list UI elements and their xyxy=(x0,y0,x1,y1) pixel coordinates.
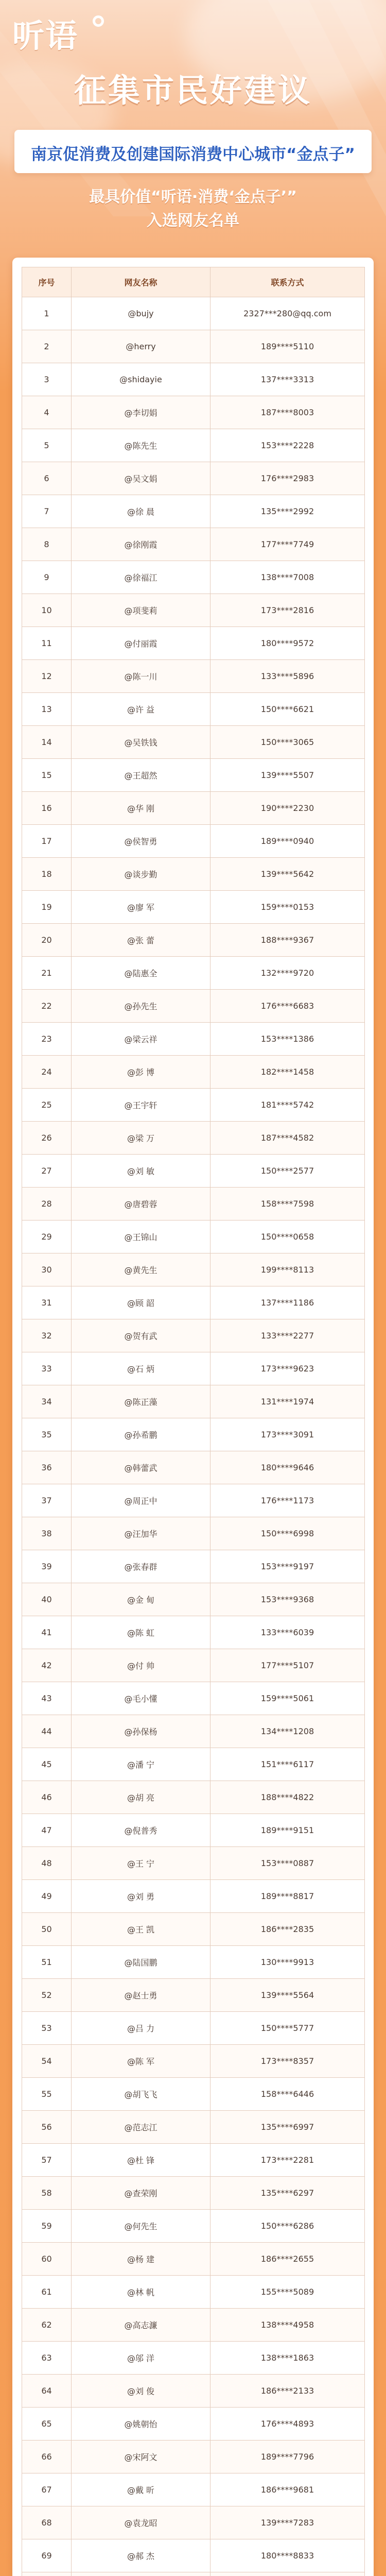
cell-name: @陈 军 xyxy=(72,2045,210,2078)
cell-contact: 139****5642 xyxy=(210,858,365,891)
cell-contact: 182****1458 xyxy=(210,1056,365,1089)
cell-contact: 186****9681 xyxy=(210,2473,365,2506)
cell-index: 42 xyxy=(22,1649,72,1682)
cell-name: @姚朝怡 xyxy=(72,2408,210,2441)
cell-index: 33 xyxy=(22,1352,72,1385)
table-row xyxy=(22,1319,365,1352)
cell-index: 14 xyxy=(22,726,72,759)
table-row xyxy=(22,1682,365,1715)
cell-index: 15 xyxy=(22,759,72,792)
cell-index: 24 xyxy=(22,1056,72,1089)
table-row xyxy=(22,462,365,495)
cell-contact: 180****9572 xyxy=(210,627,365,660)
cell-index: 40 xyxy=(22,1583,72,1616)
cell-index: 68 xyxy=(22,2506,72,2539)
cell-contact: 186****2133 xyxy=(210,2375,365,2408)
cell-index: 55 xyxy=(22,2078,72,2111)
cell-name: @胡 亮 xyxy=(72,1781,210,1814)
cell-contact: 131****1974 xyxy=(210,1385,365,1418)
cell-contact: 176****2983 xyxy=(210,462,365,495)
cell-name: @陈一川 xyxy=(72,660,210,693)
cell-contact: 180****8833 xyxy=(210,2539,365,2572)
table-row xyxy=(22,396,365,429)
cell-name: @倪普秀 xyxy=(72,1814,210,1847)
cell-contact: 188****9367 xyxy=(210,924,365,957)
list-title-line2: 入选网友名单 xyxy=(147,212,239,230)
cell-contact: 150****6286 xyxy=(210,2210,365,2243)
cell-contact: 150****6998 xyxy=(210,1517,365,1550)
cell-name: @付丽霞 xyxy=(72,627,210,660)
cell-name: @许 益 xyxy=(72,693,210,726)
cell-index: 59 xyxy=(22,2210,72,2243)
cell-name: @herry xyxy=(72,330,210,363)
cell-contact: 2327***280@qq.com xyxy=(210,297,365,330)
table-row xyxy=(22,1221,365,1253)
cell-index: 3 xyxy=(22,363,72,396)
table-row xyxy=(22,594,365,627)
cell-name: @陆国鹏 xyxy=(72,1946,210,1979)
cell-index: 9 xyxy=(22,561,72,594)
table-row xyxy=(22,1188,365,1221)
cell-contact: 188****4822 xyxy=(210,1781,365,1814)
cell-name: @陈先生 xyxy=(72,429,210,462)
cell-name: @谈步勤 xyxy=(72,858,210,891)
cell-contact: 189****8817 xyxy=(210,1880,365,1913)
cell-index: 12 xyxy=(22,660,72,693)
cell-index: 7 xyxy=(22,495,72,528)
table-row xyxy=(22,1155,365,1188)
cell-name: @赵士勇 xyxy=(72,1979,210,2012)
cell-name: @徐 晨 xyxy=(72,495,210,528)
table-header-row xyxy=(22,267,365,297)
table-row xyxy=(22,1649,365,1682)
cell-contact: 158****6446 xyxy=(210,2078,365,2111)
table-row xyxy=(22,2078,365,2111)
table-row xyxy=(22,2506,365,2539)
cell-name: @吕 力 xyxy=(72,2012,210,2045)
cell-index: 17 xyxy=(22,825,72,858)
cell-name: @廖 军 xyxy=(72,891,210,924)
cell-index: 64 xyxy=(22,2375,72,2408)
cell-index: 4 xyxy=(22,396,72,429)
cell-name: @付 帅 xyxy=(72,1649,210,1682)
cell-name: @杨 建 xyxy=(72,2243,210,2276)
cell-contact: 189****9151 xyxy=(210,1814,365,1847)
cell-contact: 189****0940 xyxy=(210,825,365,858)
cell-contact: 177****5107 xyxy=(210,1649,365,1682)
cell-contact: 176****4893 xyxy=(210,2408,365,2441)
cell-contact: 138****4958 xyxy=(210,2309,365,2342)
cell-index: 62 xyxy=(22,2309,72,2342)
cell-index: 32 xyxy=(22,1319,72,1352)
cell-index: 18 xyxy=(22,858,72,891)
cell-contact: 153****9197 xyxy=(210,1550,365,1583)
cell-name: @潘 宁 xyxy=(72,1748,210,1781)
cell-index: 69 xyxy=(22,2539,72,2572)
cell-name: @陈正藻 xyxy=(72,1385,210,1418)
list-title-line1: 最具价值“听语·消费‘金点子’” xyxy=(89,188,297,206)
table-row xyxy=(22,2243,365,2276)
table-row xyxy=(22,2342,365,2375)
cell-contact xyxy=(210,2572,365,2576)
cell-index: 65 xyxy=(22,2408,72,2441)
cell-contact: 138****1863 xyxy=(210,2342,365,2375)
cell-contact: 180****9646 xyxy=(210,1451,365,1484)
cell-contact: 150****5777 xyxy=(210,2012,365,2045)
cell-name: @周正中 xyxy=(72,1484,210,1517)
cell-contact: 132****9720 xyxy=(210,957,365,990)
cell-name: @张春群 xyxy=(72,1550,210,1583)
table-row xyxy=(22,2177,365,2210)
table-row xyxy=(22,990,365,1023)
cell-index: 16 xyxy=(22,792,72,825)
cell-name: @孙保杨 xyxy=(72,1715,210,1748)
table-row xyxy=(22,957,365,990)
cell-name xyxy=(72,2572,210,2576)
table-row xyxy=(22,1089,365,1122)
cell-name: @郝 杰 xyxy=(72,2539,210,2572)
cell-index: 21 xyxy=(22,957,72,990)
cell-contact: 153****2228 xyxy=(210,429,365,462)
cell-contact: 133****5896 xyxy=(210,660,365,693)
cell-index: 50 xyxy=(22,1913,72,1946)
cell-name: @杜 锋 xyxy=(72,2144,210,2177)
cell-contact: 177****7749 xyxy=(210,528,365,561)
cell-contact: 159****5061 xyxy=(210,1682,365,1715)
cell-name: @金 甸 xyxy=(72,1583,210,1616)
table-row xyxy=(22,858,365,891)
cell-name: @戴 昕 xyxy=(72,2473,210,2506)
cell-name: @梁 万 xyxy=(72,1122,210,1155)
cell-name: @王超然 xyxy=(72,759,210,792)
column-header-name: 网友名称 xyxy=(72,267,210,297)
cell-name: @顾 韶 xyxy=(72,1286,210,1319)
cell-name: @陈 虹 xyxy=(72,1616,210,1649)
table-row xyxy=(22,1847,365,1880)
table-row xyxy=(22,363,365,396)
cell-index: 36 xyxy=(22,1451,72,1484)
column-header-contact: 联系方式 xyxy=(210,267,365,297)
cell-contact: 176****1173 xyxy=(210,1484,365,1517)
column-header-index: 序号 xyxy=(22,267,72,297)
table-row xyxy=(22,1451,365,1484)
table-row xyxy=(22,1418,365,1451)
cell-name: @陆惠全 xyxy=(72,957,210,990)
table-row xyxy=(22,2408,365,2441)
cell-contact: 186****2655 xyxy=(210,2243,365,2276)
cell-index: 60 xyxy=(22,2243,72,2276)
cell-name: @梁云祥 xyxy=(72,1023,210,1056)
table-row xyxy=(22,2210,365,2243)
cell-name: @范志江 xyxy=(72,2111,210,2144)
cell-name: @王 凯 xyxy=(72,1913,210,1946)
table-body xyxy=(22,297,365,2576)
cell-name: @孙先生 xyxy=(72,990,210,1023)
cell-name: @徐刚霞 xyxy=(72,528,210,561)
table-row xyxy=(22,2309,365,2342)
table-row xyxy=(22,693,365,726)
cell-name: @汪加华 xyxy=(72,1517,210,1550)
cell-name: @侯智勇 xyxy=(72,825,210,858)
cell-index: 26 xyxy=(22,1122,72,1155)
table-row xyxy=(22,2111,365,2144)
cell-index: 39 xyxy=(22,1550,72,1583)
cell-index: 38 xyxy=(22,1517,72,1550)
cell-name: @bujy xyxy=(72,297,210,330)
cell-name: @林 帆 xyxy=(72,2276,210,2309)
table-row xyxy=(22,1056,365,1089)
header xyxy=(0,0,386,258)
table-row xyxy=(22,1979,365,2012)
cell-index: 53 xyxy=(22,2012,72,2045)
cell-index: 31 xyxy=(22,1286,72,1319)
table-row xyxy=(22,2375,365,2408)
cell-index: 47 xyxy=(22,1814,72,1847)
table-row xyxy=(22,330,365,363)
cell-index xyxy=(22,2572,72,2576)
table-row xyxy=(22,660,365,693)
cell-index: 35 xyxy=(22,1418,72,1451)
cell-index: 2 xyxy=(22,330,72,363)
table-row xyxy=(22,429,365,462)
cell-index: 63 xyxy=(22,2342,72,2375)
cell-index: 49 xyxy=(22,1880,72,1913)
cell-name: @黄先生 xyxy=(72,1253,210,1286)
page-subtitle: 南京促消费及创建国际消费中心城市“金点子” xyxy=(31,145,355,164)
table-row xyxy=(22,2045,365,2078)
cell-index: 37 xyxy=(22,1484,72,1517)
cell-contact: 153****9368 xyxy=(210,1583,365,1616)
table-row xyxy=(22,1715,365,1748)
cell-contact: 135****6997 xyxy=(210,2111,365,2144)
table-row xyxy=(22,1023,365,1056)
cell-contact: 137****3313 xyxy=(210,363,365,396)
cell-index: 56 xyxy=(22,2111,72,2144)
cell-contact: 173****2816 xyxy=(210,594,365,627)
cell-index: 23 xyxy=(22,1023,72,1056)
cell-contact: 135****6297 xyxy=(210,2177,365,2210)
table-row xyxy=(22,1583,365,1616)
cell-index: 19 xyxy=(22,891,72,924)
cell-name: @徐福江 xyxy=(72,561,210,594)
cell-name: @邬 洋 xyxy=(72,2342,210,2375)
cell-index: 52 xyxy=(22,1979,72,2012)
cell-contact: 150****6621 xyxy=(210,693,365,726)
table-row xyxy=(22,1880,365,1913)
cell-index: 51 xyxy=(22,1946,72,1979)
cell-index: 29 xyxy=(22,1221,72,1253)
cell-index: 61 xyxy=(22,2276,72,2309)
table-row xyxy=(22,1484,365,1517)
cell-index: 48 xyxy=(22,1847,72,1880)
logo-ring-icon xyxy=(93,15,104,27)
cell-contact: 139****5507 xyxy=(210,759,365,792)
cell-contact: 133****2277 xyxy=(210,1319,365,1352)
table-row xyxy=(22,528,365,561)
table-row xyxy=(22,627,365,660)
cell-name: @王 宁 xyxy=(72,1847,210,1880)
table-row xyxy=(22,561,365,594)
cell-contact: 138****7008 xyxy=(210,561,365,594)
winners-card xyxy=(12,258,374,2576)
table-row xyxy=(22,1913,365,1946)
table-row xyxy=(22,2144,365,2177)
cell-index: 1 xyxy=(22,297,72,330)
cell-contact: 173****9623 xyxy=(210,1352,365,1385)
cell-contact: 137****1186 xyxy=(210,1286,365,1319)
cell-name: @张 蕾 xyxy=(72,924,210,957)
cell-name: @吴铁钱 xyxy=(72,726,210,759)
table-row xyxy=(22,495,365,528)
cell-index: 11 xyxy=(22,627,72,660)
cell-name: @shidayie xyxy=(72,363,210,396)
cell-index: 67 xyxy=(22,2473,72,2506)
cell-name: @王锦山 xyxy=(72,1221,210,1253)
table-row xyxy=(22,891,365,924)
cell-contact: 134****1208 xyxy=(210,1715,365,1748)
cell-name: @石 炳 xyxy=(72,1352,210,1385)
cell-contact: 189****7796 xyxy=(210,2441,365,2473)
cell-index: 41 xyxy=(22,1616,72,1649)
cell-name: @高志濂 xyxy=(72,2309,210,2342)
cell-contact: 176****6683 xyxy=(210,990,365,1023)
table-row xyxy=(22,924,365,957)
cell-index: 44 xyxy=(22,1715,72,1748)
cell-index: 10 xyxy=(22,594,72,627)
cell-name: @刘 俊 xyxy=(72,2375,210,2408)
cell-contact: 173****3091 xyxy=(210,1418,365,1451)
cell-index: 46 xyxy=(22,1781,72,1814)
cell-index: 8 xyxy=(22,528,72,561)
cell-index: 6 xyxy=(22,462,72,495)
table-row xyxy=(22,2572,365,2576)
table-row xyxy=(22,1352,365,1385)
cell-index: 13 xyxy=(22,693,72,726)
cell-contact: 159****0153 xyxy=(210,891,365,924)
cell-contact: 173****8357 xyxy=(210,2045,365,2078)
cell-name: @吴文娟 xyxy=(72,462,210,495)
table-row xyxy=(22,1286,365,1319)
cell-index: 27 xyxy=(22,1155,72,1188)
cell-contact: 135****2992 xyxy=(210,495,365,528)
table-row xyxy=(22,759,365,792)
cell-name: @李切娟 xyxy=(72,396,210,429)
table-row xyxy=(22,1748,365,1781)
cell-contact: 133****6039 xyxy=(210,1616,365,1649)
cell-name: @唐碧蓉 xyxy=(72,1188,210,1221)
cell-contact: 153****0887 xyxy=(210,1847,365,1880)
cell-contact: 130****9913 xyxy=(210,1946,365,1979)
cell-name: @刘 敏 xyxy=(72,1155,210,1188)
cell-index: 30 xyxy=(22,1253,72,1286)
cell-contact: 158****7598 xyxy=(210,1188,365,1221)
cell-name: @彭 博 xyxy=(72,1056,210,1089)
cell-name: @韩蕾武 xyxy=(72,1451,210,1484)
cell-contact: 190****2230 xyxy=(210,792,365,825)
cell-name: @何先生 xyxy=(72,2210,210,2243)
cell-contact: 173****2281 xyxy=(210,2144,365,2177)
logo: 听语 xyxy=(12,17,79,55)
table-row xyxy=(22,1946,365,1979)
cell-contact: 187****8003 xyxy=(210,396,365,429)
cell-contact: 151****6117 xyxy=(210,1748,365,1781)
cell-index: 34 xyxy=(22,1385,72,1418)
winners-table xyxy=(22,267,365,2576)
table-row xyxy=(22,2473,365,2506)
cell-index: 66 xyxy=(22,2441,72,2473)
table-row xyxy=(22,2012,365,2045)
table-row xyxy=(22,792,365,825)
cell-contact: 139****5564 xyxy=(210,1979,365,2012)
subhead-band xyxy=(14,130,372,173)
cell-name: @华 刚 xyxy=(72,792,210,825)
cell-name: @贺有武 xyxy=(72,1319,210,1352)
cell-index: 20 xyxy=(22,924,72,957)
cell-index: 22 xyxy=(22,990,72,1023)
cell-name: @胡飞飞 xyxy=(72,2078,210,2111)
table-row xyxy=(22,726,365,759)
cell-index: 45 xyxy=(22,1748,72,1781)
cell-index: 5 xyxy=(22,429,72,462)
cell-name: @宋阿文 xyxy=(72,2441,210,2473)
table-row xyxy=(22,1814,365,1847)
table-row xyxy=(22,1253,365,1286)
cell-index: 58 xyxy=(22,2177,72,2210)
cell-index: 28 xyxy=(22,1188,72,1221)
cell-index: 57 xyxy=(22,2144,72,2177)
cell-contact: 199****8113 xyxy=(210,1253,365,1286)
cell-index: 54 xyxy=(22,2045,72,2078)
cell-contact: 189****5110 xyxy=(210,330,365,363)
cell-contact: 186****2835 xyxy=(210,1913,365,1946)
page-title: 征集市民好建议 xyxy=(74,72,312,109)
cell-name: @查荣刚 xyxy=(72,2177,210,2210)
list-title xyxy=(0,185,386,233)
table-row xyxy=(22,2441,365,2473)
cell-contact: 150****3065 xyxy=(210,726,365,759)
table-row xyxy=(22,1616,365,1649)
table-row xyxy=(22,1385,365,1418)
cell-contact: 139****7283 xyxy=(210,2506,365,2539)
cell-contact: 181****5742 xyxy=(210,1089,365,1122)
cell-name: @项斐莉 xyxy=(72,594,210,627)
cell-name: @毛小懂 xyxy=(72,1682,210,1715)
cell-name: @袁龙昭 xyxy=(72,2506,210,2539)
cell-contact: 187****4582 xyxy=(210,1122,365,1155)
cell-name: @孙希鹏 xyxy=(72,1418,210,1451)
table-row xyxy=(22,1550,365,1583)
cell-name: @刘 勇 xyxy=(72,1880,210,1913)
table-row xyxy=(22,1781,365,1814)
table-row xyxy=(22,2276,365,2309)
table-row xyxy=(22,1122,365,1155)
cell-index: 43 xyxy=(22,1682,72,1715)
cell-contact: 153****1386 xyxy=(210,1023,365,1056)
cell-contact: 155****5089 xyxy=(210,2276,365,2309)
cell-index: 25 xyxy=(22,1089,72,1122)
table-row xyxy=(22,2539,365,2572)
cell-name: @王宇轩 xyxy=(72,1089,210,1122)
table-row xyxy=(22,1517,365,1550)
cell-contact: 150****0658 xyxy=(210,1221,365,1253)
cell-contact: 150****2577 xyxy=(210,1155,365,1188)
table-row xyxy=(22,825,365,858)
table-row xyxy=(22,297,365,330)
